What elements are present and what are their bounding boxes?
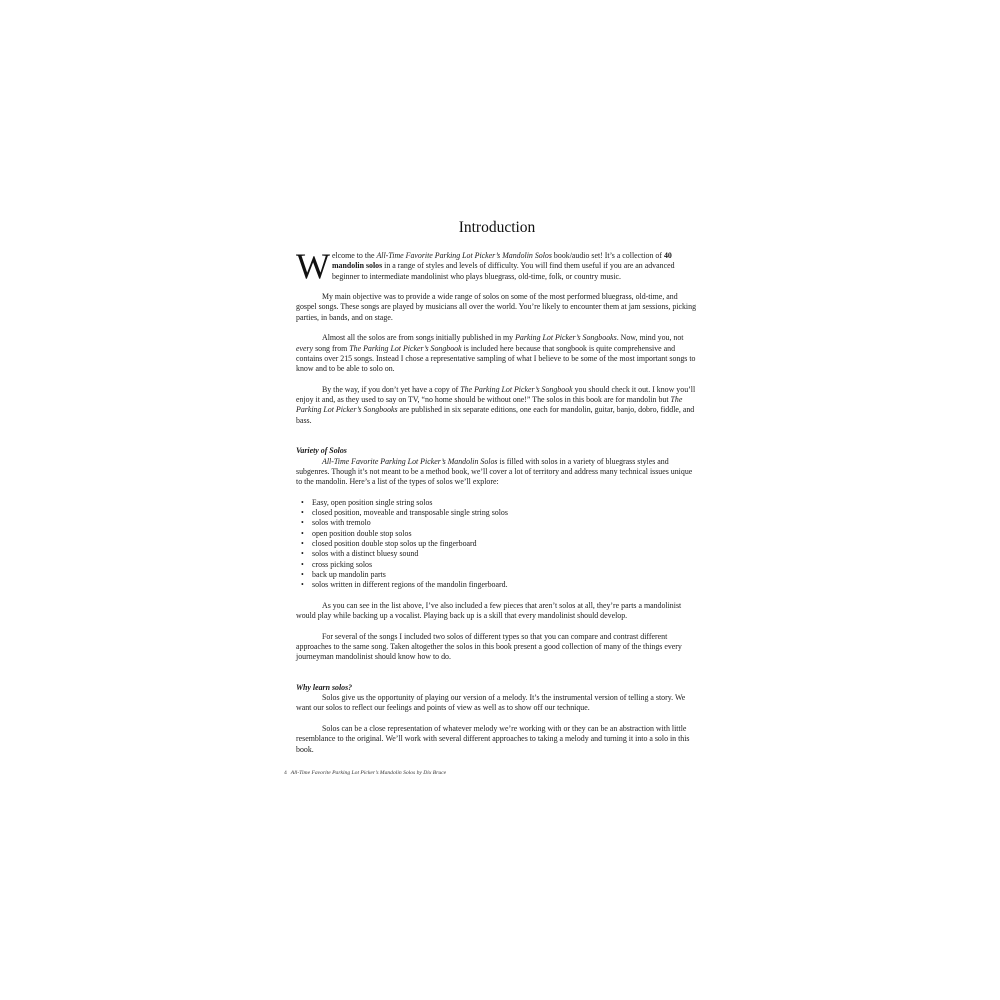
footer-text: All-Time Favorite Parking Lot Picker’s Mandolin Solos by Dix Bruce <box>290 770 447 776</box>
variety-heading: Variety of Solos <box>296 446 347 456</box>
list-item: • solos written in different regions of the mandolin fingerboard. <box>312 580 698 590</box>
variety-paragraph: All-Time Favorite Parking Lot Picker’s Mandolin Solos is filled with solos in a variety of bluegrass styles and subgenres. Though it’s not meant to be a method book, we’ll cover a lot of territory and address many technical issues unique to the mandolin. Here’s a list of the types of solos we’ll explore: <box>296 456 693 487</box>
backup-paragraph: As you can see in the list above, I’ve also included a few pieces that aren’t solos at all, they’re parts a mandolinist would play while backing up a vocalist. Playing back up is a skill that every mandolinist should develop. <box>296 600 682 621</box>
solo-types-list <box>296 498 698 591</box>
list-item: • back up mandolin parts <box>312 570 698 580</box>
solo-count: 40 mandolin solos <box>331 251 672 271</box>
two-solos-paragraph: For several of the songs I included two solos of different types so that you can compare and contrast different approaches to the same song. Taken altogether the solos in this book present a good collection of many of the things every journeyman mandolinist should know how to do. <box>296 631 682 662</box>
intro-paragraph: Welcome to the All-Time Favorite Parking Lot Picker’s Mandolin Solos book/audio set! It’s a collection of 40 mandolin solos in a range of styles and levels of difficulty. You will find them useful if you are an advanced beginner to intermediate mandolinist who plays bluegrass, old-time, folk, or country music. <box>296 246 675 286</box>
drop-cap: W <box>296 246 330 286</box>
page-content <box>296 218 698 765</box>
list-item: • solos with a distinct bluesy sound <box>312 549 698 559</box>
by-the-way-paragraph: By the way, if you don’t yet have a copy of The Parking Lot Picker’s Songbook you should check it out. I know you’ll enjoy it and, as they used to say on TV, “no home should be without one!” The solos in this book are for mandolin but The Parking Lot Picker’s Songbooks are published in six separate editions, one each for mandolin, guitar, banjo, dobro, fiddle, and bass. <box>296 384 696 425</box>
why-paragraph-1: Solos give us the opportunity of playing our version of a melody. It’s the instrumental version of telling a story. We want our solos to reflect our feelings and points of view as well as to show off our technique. <box>296 693 686 713</box>
book-title: All-Time Favorite Parking Lot Picker’s Mandolin Solos <box>376 251 552 260</box>
page-number: 4 <box>284 770 287 776</box>
list-item: • cross picking solos <box>312 560 698 570</box>
list-item: • open position double stop solos <box>312 529 698 539</box>
page-footer <box>284 770 446 777</box>
why-heading: Why learn solos? <box>296 682 353 692</box>
list-item: • closed position double stop solos up the fingerboard <box>312 539 698 549</box>
page-title: Introduction <box>458 219 536 236</box>
objective-paragraph: My main objective was to provide a wide range of solos on some of the most performed bluegrass, old-time, and gospel songs. These songs are played by musicians all over the world. You’re likely to encounter them at jam sessions, picking parties, in bands, and on stage. <box>296 292 697 322</box>
why-paragraph-2: Solos can be a close representation of whatever melody we’re working with or they can be an abstraction with little resemblance to the original. We’ll work with several different approaches to taking a melody and turning it into a solo in this book. <box>296 724 690 754</box>
list-item: • solos with tremolo <box>312 518 698 528</box>
list-item: • Easy, open position single string solos <box>312 498 698 508</box>
songbooks-paragraph: Almost all the solos are from songs initially published in my Parking Lot Picker’s Songbooks. Now, mind you, not every song from The Parking Lot Picker’s Songbook is included here because that songbook is quite comprehensive and contains over 215 songs. Instead I chose a representative sampling of what I believe to be some of the most important songs to know and to be able to solo on. <box>296 333 696 374</box>
list-item: • closed position, moveable and transposable single string solos <box>312 508 698 518</box>
